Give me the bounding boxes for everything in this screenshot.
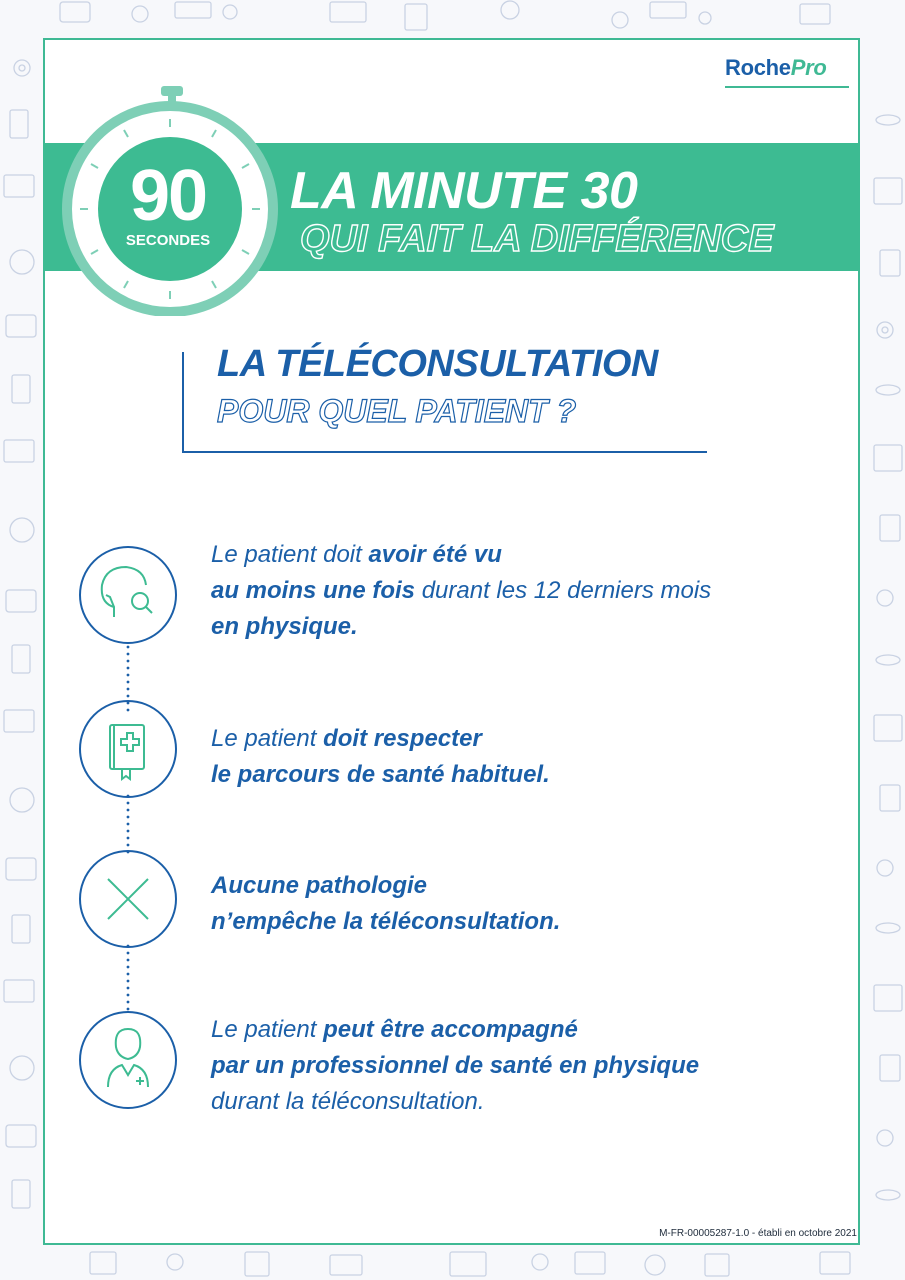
monitor-icon [4,175,34,197]
criterion-4-emphasis: par un professionnel de santé en physique [211,1052,700,1079]
monitor-icon [4,980,34,1002]
phone-icon [12,1180,30,1208]
header-subtitle: QUI FAIT LA DIFFÉRENCE [300,218,774,260]
folder-icon [6,315,36,337]
timer-unit: SECONDES [125,232,211,249]
criteria-icon-column [70,535,190,1115]
phone-icon [12,915,30,943]
phone-icon [12,375,30,403]
criterion-4-emphasis: peut être accompagné [323,1016,578,1043]
criterion-1-emphasis: en physique. [211,613,358,640]
criterion-4-text: Le patient [211,1016,324,1043]
criterion-4-text: durant la téléconsultation. [211,1088,485,1115]
criterion-2-emphasis: doit respecter [323,725,482,752]
folder-icon [6,1125,36,1147]
medical-book-icon [80,701,176,797]
section-bracket-horizontal [182,451,707,453]
criterion-3 [211,868,831,940]
criterion-2-emphasis: le parcours de santé habituel. [211,761,550,788]
criterion-3-emphasis: n’empêche la téléconsultation. [211,908,561,935]
bug-icon [10,1056,34,1080]
section-bracket-vertical [182,352,184,453]
gear-icon [14,60,30,76]
criterion-1-emphasis: avoir été vu [368,541,502,568]
folder-icon [6,590,36,612]
criterion-1 [211,537,831,645]
criterion-2-text: Le patient [211,725,324,752]
logo-main: Roche [725,55,791,80]
cross-mark-icon [80,851,176,947]
bug-icon [10,250,34,274]
criterion-1-text: durant les 12 derniers mois [415,577,712,604]
database-icon [876,115,900,125]
timer-number: 90 [129,156,207,236]
server-icon [874,178,902,204]
criterion-4 [211,1012,831,1120]
monitor-icon [4,440,34,462]
criterion-1-emphasis: au moins une fois [211,577,416,604]
rochepro-logo [725,55,850,87]
criterion-1-text: Le patient doit [211,541,369,568]
logo-accent: Pro [790,55,827,80]
gear-icon [877,322,893,338]
criterion-2 [211,721,831,793]
header-title: LA MINUTE 30 [290,162,638,220]
document-reference: M-FR-00005287-1.0 - établi en octobre 2021 [659,1228,857,1239]
bug-icon [10,788,34,812]
binary-file-icon [880,250,900,276]
section-title: LA TÉLÉCONSULTATION [217,343,658,385]
logo-underline [725,86,849,88]
phone-icon [10,110,28,138]
bug-icon [10,518,34,542]
criterion-3-emphasis: Aucune pathologie [211,872,427,899]
folder-icon [6,858,36,880]
head-magnifier-icon [80,547,176,643]
section-subtitle: POUR QUEL PATIENT ? [217,393,577,429]
health-professional-icon [80,1012,176,1108]
monitor-icon [4,710,34,732]
phone-icon [12,645,30,673]
